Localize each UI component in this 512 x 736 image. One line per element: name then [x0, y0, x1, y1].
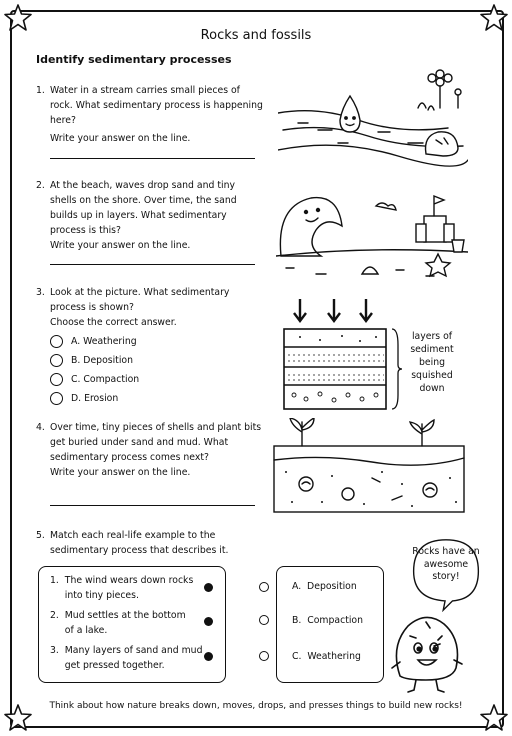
question-number: 3.	[36, 287, 45, 298]
match-process-2: B. Compaction	[292, 615, 363, 626]
match-example-3: 3. Many layers of sand and mud get pressed together.	[50, 645, 203, 671]
match-dot-right-2[interactable]	[259, 615, 269, 625]
question-number: 5.	[36, 530, 45, 541]
option-label: D. Erosion	[71, 392, 119, 404]
option-label: A. Weathering	[71, 335, 137, 347]
question-text: At the beach, waves drop sand and tiny shells on the shore. Over time, the sand builds up in layers. What sedimentary process is this?	[50, 180, 237, 236]
option-b[interactable]	[50, 352, 133, 368]
radio-button[interactable]	[50, 354, 63, 367]
layers-label: layers of sediment being squished down	[410, 331, 454, 394]
rock-character-icon	[386, 606, 466, 696]
question-3	[36, 285, 264, 330]
question-text: Water in a stream carries small pieces of rock. What sedimentary process is happening here?	[50, 85, 263, 126]
option-c[interactable]	[50, 371, 139, 387]
sediment-layers-diagram	[280, 295, 405, 413]
question-instruction: Write your answer on the line.	[50, 240, 191, 251]
question-4	[36, 420, 264, 480]
page-title: Rocks and fossils	[200, 28, 312, 43]
radio-button[interactable]	[50, 335, 63, 348]
option-a[interactable]	[50, 333, 137, 349]
answer-line-2[interactable]	[50, 264, 255, 265]
match-dot-right-1[interactable]	[259, 582, 269, 592]
answer-line-4[interactable]	[50, 505, 255, 506]
question-text: Match each real-life example to the sedimentary process that describes it.	[50, 530, 229, 556]
question-instruction: Write your answer on the line.	[50, 133, 191, 144]
question-instruction: Choose the correct answer.	[50, 317, 177, 328]
question-text: Over time, tiny pieces of shells and plant bits get buried under sand and mud. What sedimentary process comes next?	[50, 422, 262, 463]
answer-line-1[interactable]	[50, 158, 255, 159]
radio-button[interactable]	[50, 392, 63, 405]
beach-illustration	[276, 186, 468, 282]
question-number: 2.	[36, 180, 45, 191]
option-label: C. Compaction	[71, 373, 140, 385]
stream-illustration	[278, 68, 468, 168]
question-text: Look at the picture. What sedimentary process is shown?	[50, 287, 230, 313]
section-title: Identify sedimentary processes	[36, 53, 232, 66]
match-dot-right-3[interactable]	[259, 651, 269, 661]
match-dot-left-2[interactable]	[204, 617, 213, 626]
question-number: 4.	[36, 422, 45, 433]
question-5	[36, 528, 276, 558]
fossil-burial-illustration	[272, 418, 467, 514]
match-example-2: 2. Mud settles at the bottom of a lake.	[50, 610, 186, 636]
question-number: 1.	[36, 85, 45, 96]
match-example-1: 1. The wind wears down rocks into tiny pieces.	[50, 575, 194, 601]
option-label: B. Deposition	[71, 354, 133, 366]
match-process-3: C. Weathering	[292, 651, 361, 662]
speech-bubble-text: Rocks have an awesome story!	[412, 546, 480, 582]
match-dot-left-3[interactable]	[204, 652, 213, 661]
option-d[interactable]	[50, 390, 118, 406]
match-dot-left-1[interactable]	[204, 583, 213, 592]
question-2	[36, 178, 264, 253]
footer-note: Think about how nature breaks down, moves, drops, and presses things to build new rocks!	[49, 701, 463, 711]
question-instruction: Write your answer on the line.	[50, 467, 191, 478]
match-process-1: A. Deposition	[292, 581, 357, 592]
radio-button[interactable]	[50, 373, 63, 386]
question-1	[36, 83, 264, 146]
